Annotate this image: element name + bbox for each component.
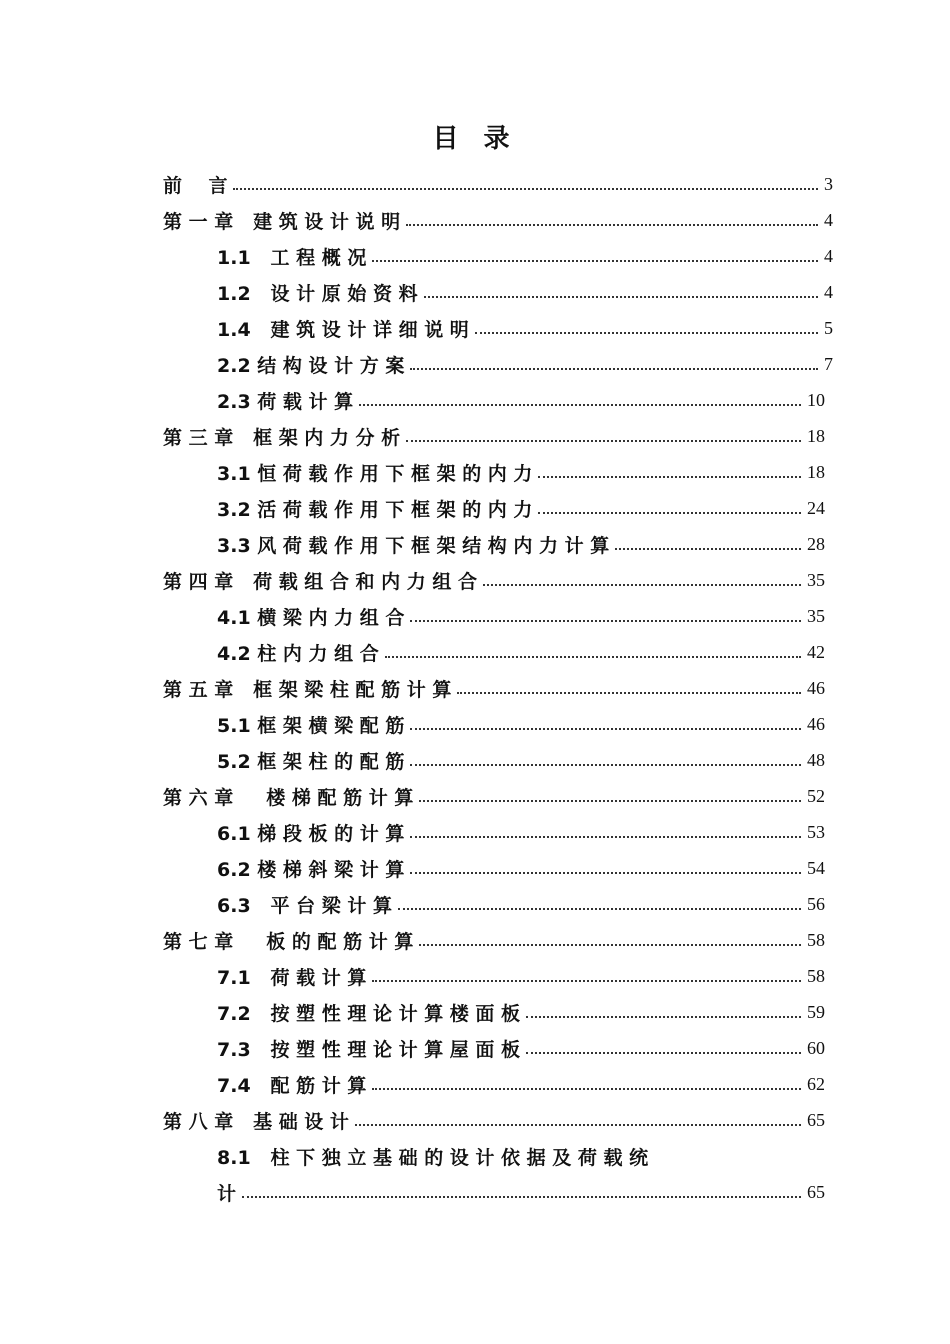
toc-entry-title: 7.1 荷 载 计 算 — [217, 966, 367, 989]
dot-leader — [526, 1030, 801, 1066]
toc-entry-title: 7.4 配 筋 计 算 — [217, 1074, 367, 1097]
toc-entry-page: 18 — [807, 461, 825, 482]
toc-entry-title: 第 三 章 框 架 内 力 分 析 — [163, 426, 401, 449]
toc-entry-title: 第 一 章 建 筑 设 计 说 明 — [163, 210, 401, 233]
toc-entry[interactable] — [163, 1102, 825, 1138]
dot-leader — [233, 166, 818, 202]
toc-entry-page: 65 — [807, 1181, 825, 1202]
toc-entry-title: 4.2 柱 内 力 组 合 — [217, 642, 379, 665]
toc-entry-title: 7.3 按 塑 性 理 论 计 算 屋 面 板 — [217, 1038, 521, 1061]
toc-entry-page: 62 — [807, 1073, 825, 1094]
dot-leader — [410, 706, 801, 742]
toc-entry-page: 24 — [807, 497, 825, 518]
toc-entry-title: 7.2 按 塑 性 理 论 计 算 楼 面 板 — [217, 1002, 521, 1025]
toc-entry-page: 60 — [807, 1037, 825, 1058]
toc-entry-title: 5.2 框 架 柱 的 配 筋 — [217, 750, 405, 773]
toc-entry-page: 58 — [807, 965, 825, 986]
dot-leader — [475, 310, 818, 346]
toc-entry-title: 3.1 恒 荷 载 作 用 下 框 架 的 内 力 — [217, 462, 533, 485]
dot-leader — [372, 1066, 801, 1102]
dot-leader — [359, 382, 801, 418]
toc-entry-page: 35 — [807, 569, 825, 590]
toc-entry-title: 2.3 荷 载 计 算 — [217, 390, 354, 413]
dot-leader — [410, 598, 801, 634]
toc-entry-page: 46 — [807, 677, 825, 698]
toc-entry[interactable] — [217, 526, 825, 562]
dot-leader — [410, 850, 801, 886]
toc-entry-title: 2.2 结 构 设 计 方 案 — [217, 354, 405, 377]
toc-entry-page: 4 — [824, 209, 833, 230]
toc-entry-title: 第 七 章 板 的 配 筋 计 算 — [163, 930, 414, 953]
toc-entry-page: 59 — [807, 1001, 825, 1022]
toc-entry-page: 3 — [824, 173, 833, 194]
dot-leader — [355, 1102, 801, 1138]
dot-leader — [615, 526, 801, 562]
toc-entry[interactable] — [163, 562, 825, 598]
toc-entry-page: 7 — [824, 353, 833, 374]
toc-entry[interactable] — [217, 1174, 825, 1210]
toc-entry-page: 58 — [807, 929, 825, 950]
dot-leader — [526, 994, 801, 1030]
dot-leader — [457, 670, 801, 706]
toc-entry-page: 4 — [824, 281, 833, 302]
toc-entry-title: 8.1 柱 下 独 立 基 础 的 设 计 依 据 及 荷 载 统 — [217, 1146, 649, 1169]
toc-entry-page: 52 — [807, 785, 825, 806]
toc-entry[interactable] — [217, 850, 825, 886]
toc-entry-page: 10 — [807, 389, 825, 410]
dot-leader — [419, 778, 801, 814]
toc-entry-title: 第 六 章 楼 梯 配 筋 计 算 — [163, 786, 414, 809]
dot-leader — [242, 1174, 801, 1210]
dot-leader — [372, 238, 818, 274]
toc-entry[interactable] — [217, 346, 833, 382]
toc-entry[interactable] — [217, 958, 825, 994]
toc-entry[interactable] — [217, 814, 825, 850]
toc-entry-title: 计 — [217, 1182, 237, 1205]
toc-entry-wrapped-line[interactable] — [217, 1138, 825, 1174]
toc-entry[interactable] — [217, 886, 825, 922]
toc-entry[interactable] — [163, 922, 825, 958]
toc-entry-page: 54 — [807, 857, 825, 878]
toc-entry-title: 6.3 平 台 梁 计 算 — [217, 894, 392, 917]
toc-entry[interactable] — [163, 778, 825, 814]
dot-leader — [398, 886, 801, 922]
toc-entry-title: 1.2 设 计 原 始 资 料 — [217, 282, 418, 305]
toc-entry-title: 1.1 工 程 概 况 — [217, 246, 367, 269]
dot-leader — [385, 634, 801, 670]
toc-entry-title: 3.3 风 荷 载 作 用 下 框 架 结 构 内 力 计 算 — [217, 534, 610, 557]
dot-leader — [419, 922, 801, 958]
dot-leader — [372, 958, 801, 994]
toc-entry[interactable] — [217, 274, 833, 310]
dot-leader — [410, 814, 801, 850]
toc-entry[interactable] — [163, 670, 825, 706]
dot-leader — [483, 562, 801, 598]
toc-entry[interactable] — [217, 706, 825, 742]
toc-entry[interactable] — [163, 166, 833, 202]
toc-entry-page: 42 — [807, 641, 825, 662]
toc-entry-page: 48 — [807, 749, 825, 770]
toc-entry-title: 5.1 框 架 横 梁 配 筋 — [217, 714, 405, 737]
toc-entry-page: 56 — [807, 893, 825, 914]
toc-entry[interactable] — [217, 238, 833, 274]
toc-entry[interactable] — [217, 310, 833, 346]
toc-entry-page: 28 — [807, 533, 825, 554]
toc-entry[interactable] — [217, 634, 825, 670]
toc-entry-page: 65 — [807, 1109, 825, 1130]
dot-leader — [538, 490, 801, 526]
dot-leader — [424, 274, 818, 310]
toc-entry-title: 6.2 楼 梯 斜 梁 计 算 — [217, 858, 405, 881]
toc-entry-title: 第 五 章 框 架 梁 柱 配 筋 计 算 — [163, 678, 452, 701]
toc-entry[interactable] — [217, 994, 825, 1030]
dot-leader — [410, 742, 801, 778]
toc-entry[interactable] — [217, 1030, 825, 1066]
toc-entry-page: 35 — [807, 605, 825, 626]
toc-entry-title: 1.4 建 筑 设 计 详 细 说 明 — [217, 318, 469, 341]
toc-entry-title: 3.2 活 荷 载 作 用 下 框 架 的 内 力 — [217, 498, 533, 521]
toc-entry-page: 5 — [824, 317, 833, 338]
toc-entry[interactable] — [163, 418, 825, 454]
toc-entry-page: 4 — [824, 245, 833, 266]
page-title: 目 录 — [432, 124, 518, 154]
dot-leader — [406, 418, 801, 454]
toc-entry[interactable] — [217, 382, 825, 418]
toc-entry-title: 前 言 — [163, 174, 228, 197]
dot-leader — [410, 346, 818, 382]
toc-entry-page: 53 — [807, 821, 825, 842]
toc-entry[interactable] — [217, 454, 825, 490]
toc-entry[interactable] — [163, 202, 833, 238]
toc-entry[interactable] — [217, 598, 825, 634]
toc-entry-page: 18 — [807, 425, 825, 446]
toc-entry-title: 6.1 梯 段 板 的 计 算 — [217, 822, 405, 845]
toc-entry[interactable] — [217, 1066, 825, 1102]
dot-leader — [406, 202, 818, 238]
toc-entry-title: 第 八 章 基 础 设 计 — [163, 1110, 349, 1133]
toc-entry[interactable] — [217, 742, 825, 778]
toc-entry-title: 4.1 横 梁 内 力 组 合 — [217, 606, 405, 629]
toc-entry[interactable] — [217, 490, 825, 526]
toc-entry-page: 46 — [807, 713, 825, 734]
toc-entry-title: 第 四 章 荷 载 组 合 和 内 力 组 合 — [163, 570, 477, 593]
dot-leader — [538, 454, 801, 490]
